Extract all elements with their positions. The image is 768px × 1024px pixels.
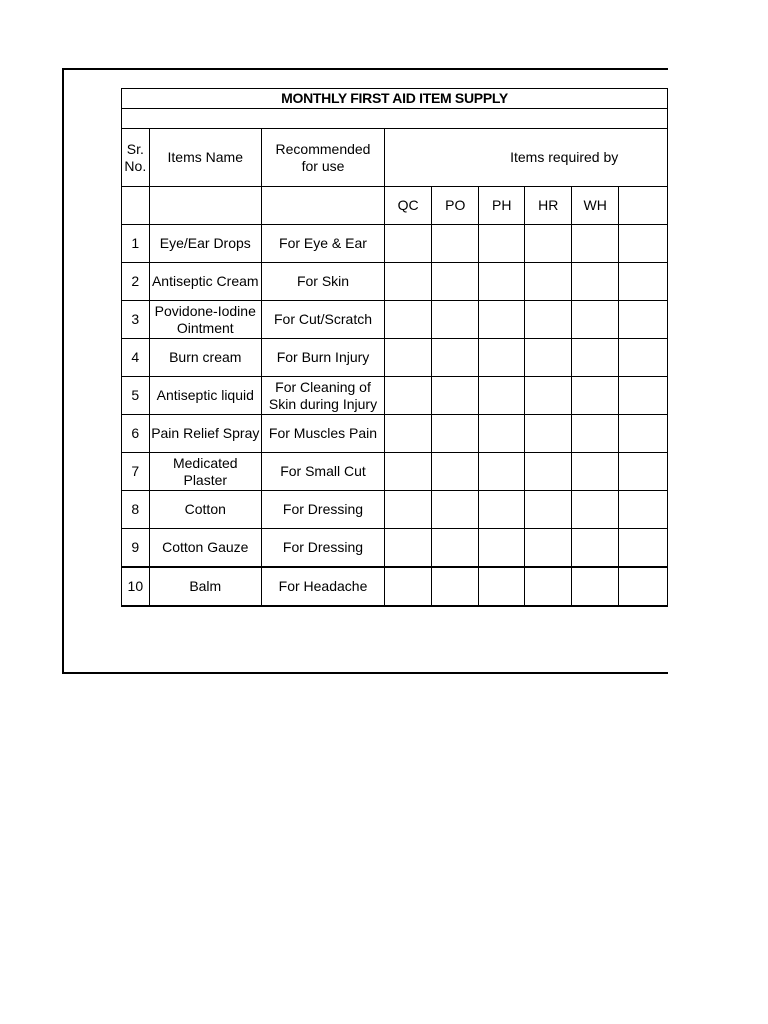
sheet-viewport [121, 88, 668, 618]
qty-cell-hr[interactable] [525, 529, 572, 568]
qty-cell-qc[interactable] [385, 491, 432, 529]
qty-cell-qc[interactable] [385, 301, 432, 339]
sheet-title: MONTHLY FIRST AID ITEM SUPPLY [122, 89, 668, 109]
qty-cell-qc[interactable] [385, 415, 432, 453]
qty-cell-wh[interactable] [572, 415, 619, 453]
header-items-required-by: Items required by [385, 129, 668, 187]
qty-cell-qc[interactable] [385, 377, 432, 415]
table-row [122, 567, 668, 606]
recommended-use-cell: For Small Cut [261, 453, 384, 491]
qty-cell-po[interactable] [432, 529, 479, 568]
table-row [122, 263, 668, 301]
qty-cell-ph[interactable] [479, 377, 525, 415]
qty-cell-qc[interactable] [385, 567, 432, 606]
qty-cell-extra[interactable] [619, 567, 668, 606]
qty-cell-qc[interactable] [385, 339, 432, 377]
qty-cell-wh[interactable] [572, 567, 619, 606]
qty-cell-hr[interactable] [525, 491, 572, 529]
qty-cell-wh[interactable] [572, 377, 619, 415]
qty-cell-extra[interactable] [619, 339, 668, 377]
qty-cell-qc[interactable] [385, 263, 432, 301]
dept-header-extra [619, 187, 668, 225]
qty-cell-po[interactable] [432, 225, 479, 263]
item-name-cell: Balm [149, 567, 261, 606]
blank-row [122, 109, 668, 129]
recommended-use-cell: For Dressing [261, 491, 384, 529]
dept-header-qc: QC [385, 187, 432, 225]
item-name-cell: Medicated Plaster [149, 453, 261, 491]
qty-cell-qc[interactable] [385, 453, 432, 491]
recommended-use-cell: For Cut/Scratch [261, 301, 384, 339]
qty-cell-extra[interactable] [619, 453, 668, 491]
sr-no-cell: 3 [122, 301, 150, 339]
dept-header-hr: HR [525, 187, 572, 225]
qty-cell-ph[interactable] [479, 263, 525, 301]
recommended-use-cell: For Headache [261, 567, 384, 606]
qty-cell-po[interactable] [432, 301, 479, 339]
qty-cell-extra[interactable] [619, 377, 668, 415]
qty-cell-hr[interactable] [525, 225, 572, 263]
table-row [122, 377, 668, 415]
table-row [122, 339, 668, 377]
table-row [122, 491, 668, 529]
item-name-cell: Pain Relief Spray [149, 415, 261, 453]
sr-no-cell: 7 [122, 453, 150, 491]
qty-cell-hr[interactable] [525, 567, 572, 606]
item-name-cell: Antiseptic liquid [149, 377, 261, 415]
item-name-cell: Cotton [149, 491, 261, 529]
qty-cell-hr[interactable] [525, 339, 572, 377]
qty-cell-extra[interactable] [619, 529, 668, 568]
recommended-use-cell: For Dressing [261, 529, 384, 568]
sr-no-cell: 6 [122, 415, 150, 453]
qty-cell-hr[interactable] [525, 301, 572, 339]
qty-cell-wh[interactable] [572, 263, 619, 301]
item-name-cell: Antiseptic Cream [149, 263, 261, 301]
qty-cell-po[interactable] [432, 263, 479, 301]
item-name-cell: Povidone-Iodine Ointment [149, 301, 261, 339]
table-row [122, 301, 668, 339]
subheader-blank [261, 187, 384, 225]
header-item-name: Items Name [149, 129, 261, 187]
first-aid-supply-table [121, 88, 668, 607]
qty-cell-ph[interactable] [479, 529, 525, 568]
qty-cell-extra[interactable] [619, 301, 668, 339]
dept-header-po: PO [432, 187, 479, 225]
header-sr-no: Sr. No. [122, 129, 150, 187]
qty-cell-extra[interactable] [619, 491, 668, 529]
dept-header-ph: PH [479, 187, 525, 225]
qty-cell-hr[interactable] [525, 415, 572, 453]
qty-cell-ph[interactable] [479, 301, 525, 339]
sr-no-cell: 8 [122, 491, 150, 529]
qty-cell-wh[interactable] [572, 529, 619, 568]
qty-cell-po[interactable] [432, 567, 479, 606]
qty-cell-qc[interactable] [385, 529, 432, 568]
qty-cell-po[interactable] [432, 491, 479, 529]
sr-no-cell: 5 [122, 377, 150, 415]
item-name-cell: Burn cream [149, 339, 261, 377]
table-row [122, 225, 668, 263]
dept-header-wh: WH [572, 187, 619, 225]
table-row [122, 453, 668, 491]
qty-cell-ph[interactable] [479, 453, 525, 491]
recommended-use-cell: For Burn Injury [261, 339, 384, 377]
qty-cell-hr[interactable] [525, 377, 572, 415]
sr-no-cell: 4 [122, 339, 150, 377]
recommended-use-cell: For Skin [261, 263, 384, 301]
recommended-use-cell: For Eye & Ear [261, 225, 384, 263]
qty-cell-wh[interactable] [572, 301, 619, 339]
table-row [122, 529, 668, 568]
qty-cell-ph[interactable] [479, 225, 525, 263]
qty-cell-wh[interactable] [572, 453, 619, 491]
item-name-cell: Cotton Gauze [149, 529, 261, 568]
qty-cell-ph[interactable] [479, 415, 525, 453]
qty-cell-po[interactable] [432, 453, 479, 491]
subheader-blank [149, 187, 261, 225]
qty-cell-po[interactable] [432, 377, 479, 415]
sr-no-cell: 9 [122, 529, 150, 568]
table-row [122, 415, 668, 453]
qty-cell-extra[interactable] [619, 263, 668, 301]
qty-cell-extra[interactable] [619, 225, 668, 263]
sr-no-cell: 1 [122, 225, 150, 263]
qty-cell-wh[interactable] [572, 339, 619, 377]
qty-cell-ph[interactable] [479, 491, 525, 529]
qty-cell-wh[interactable] [572, 491, 619, 529]
qty-cell-qc[interactable] [385, 225, 432, 263]
recommended-use-cell: For Cleaning of Skin during Injury [261, 377, 384, 415]
qty-cell-wh[interactable] [572, 225, 619, 263]
qty-cell-hr[interactable] [525, 453, 572, 491]
item-name-cell: Eye/Ear Drops [149, 225, 261, 263]
subheader-blank [122, 187, 150, 225]
qty-cell-po[interactable] [432, 415, 479, 453]
qty-cell-po[interactable] [432, 339, 479, 377]
sr-no-cell: 10 [122, 567, 150, 606]
qty-cell-hr[interactable] [525, 263, 572, 301]
qty-cell-ph[interactable] [479, 339, 525, 377]
qty-cell-extra[interactable] [619, 415, 668, 453]
qty-cell-ph[interactable] [479, 567, 525, 606]
header-recommended: Recommended for use [261, 129, 384, 187]
sr-no-cell: 2 [122, 263, 150, 301]
recommended-use-cell: For Muscles Pain [261, 415, 384, 453]
